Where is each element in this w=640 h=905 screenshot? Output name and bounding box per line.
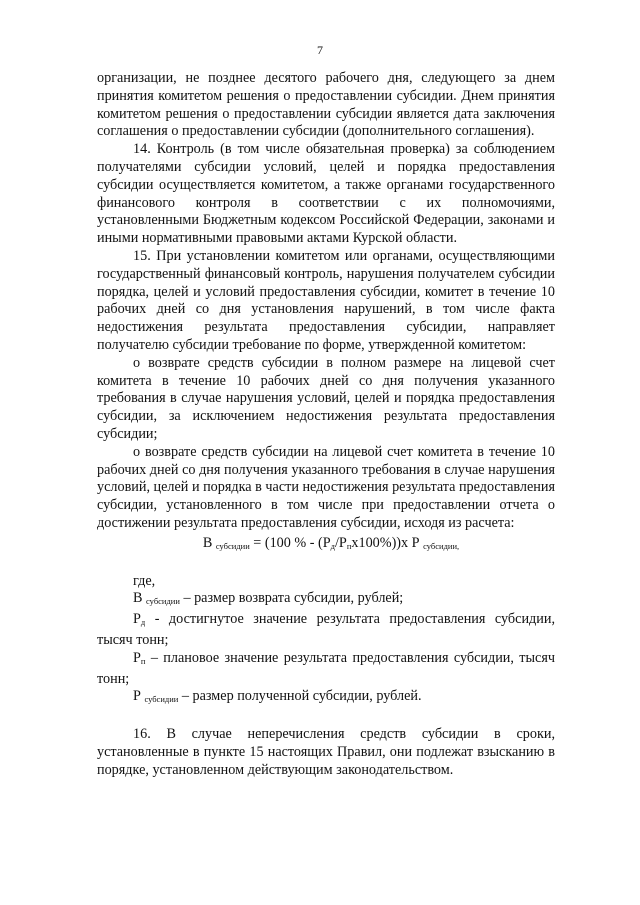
document-body [97,70,555,779]
definition-planned: $Р_п$ – плановое значение результата предоставления субсидии, тысяч тонн; [97,649,555,687]
spacer [97,709,555,726]
paragraph-15-item-b: о возврате средств субсидии на лицевой счет комитета в течение 10 рабочих дней со дня получения указанного требования в случае нарушения условий, целей и порядка в части недостижения результата предоставления субсидии, установленного в том числе при предоставлении отчета о достижении результата предоставления субсидии, исходя из расчета: [97,443,555,531]
paragraph-16: 16. В случае неперечисления средств субсидии в сроки, установленные в пункте 15 настоящих Правил, они подлежат взысканию в порядке, установленном действующим законодательством. [97,726,555,778]
definition-achieved: $Р_д$ - достигнутое значение результата предоставления субсидии, тысяч тонн; [97,611,555,648]
paragraph-14: 14. Контроль (в том числе обязательная проверка) за соблюдением получателями субсидии условий, целей и порядка предоставления субсидии осуществляется комитетом, а также органами государственного финансового контроля в соответствии с их полномочиями, установленными Бюджетным кодексом Российской Федерации, законами и иными нормативными правовыми актами Курской области. [97,141,555,247]
paragraph-15: 15. При установлении комитетом или органами, осуществляющими государственный финансовый контроль, нарушения получателем субсидии порядка, целей и условий предоставления субсидии, комитет в течение 10 рабочих дней со дня установления нарушений, в том числе факта недостижения результата предоставления субсидии, направляет получателю субсидии требование по форме, утвержденной комитетом: [97,247,555,353]
spacer [97,556,555,573]
definitions-where: где, [133,572,156,589]
definition-received: Р $_{субсидии}$ – размер полученной субсидии, рублей. [133,688,422,705]
refund-formula: В $_{субсидии}$ = (100 % - $(Р_д/Р_пх100\%))х$ Р $_{субсидии,}$ [202,534,460,551]
paragraph-continuation: организации, не позднее десятого рабочего дня, следующего за днем принятия комитетом решения о предоставлении субсидии. Днем принятия комитетом решения о предоставлении субсидии является дата заключения соглашения о предоставлении субсидии (дополнительного соглашения). [97,70,555,140]
definition-refund: В $_{субсидии}$ – размер возврата субсидии, рублей; [133,590,404,607]
page-number: 7 [317,43,323,57]
paragraph-15-item-a: о возврате средств субсидии в полном размере на лицевой счет комитета в течение 10 рабочих дней со дня получения указанного требования в случае нарушения условий, целей и порядка предоставления субсидии, за исключением недостижения результата предоставления субсидии; [97,354,555,442]
